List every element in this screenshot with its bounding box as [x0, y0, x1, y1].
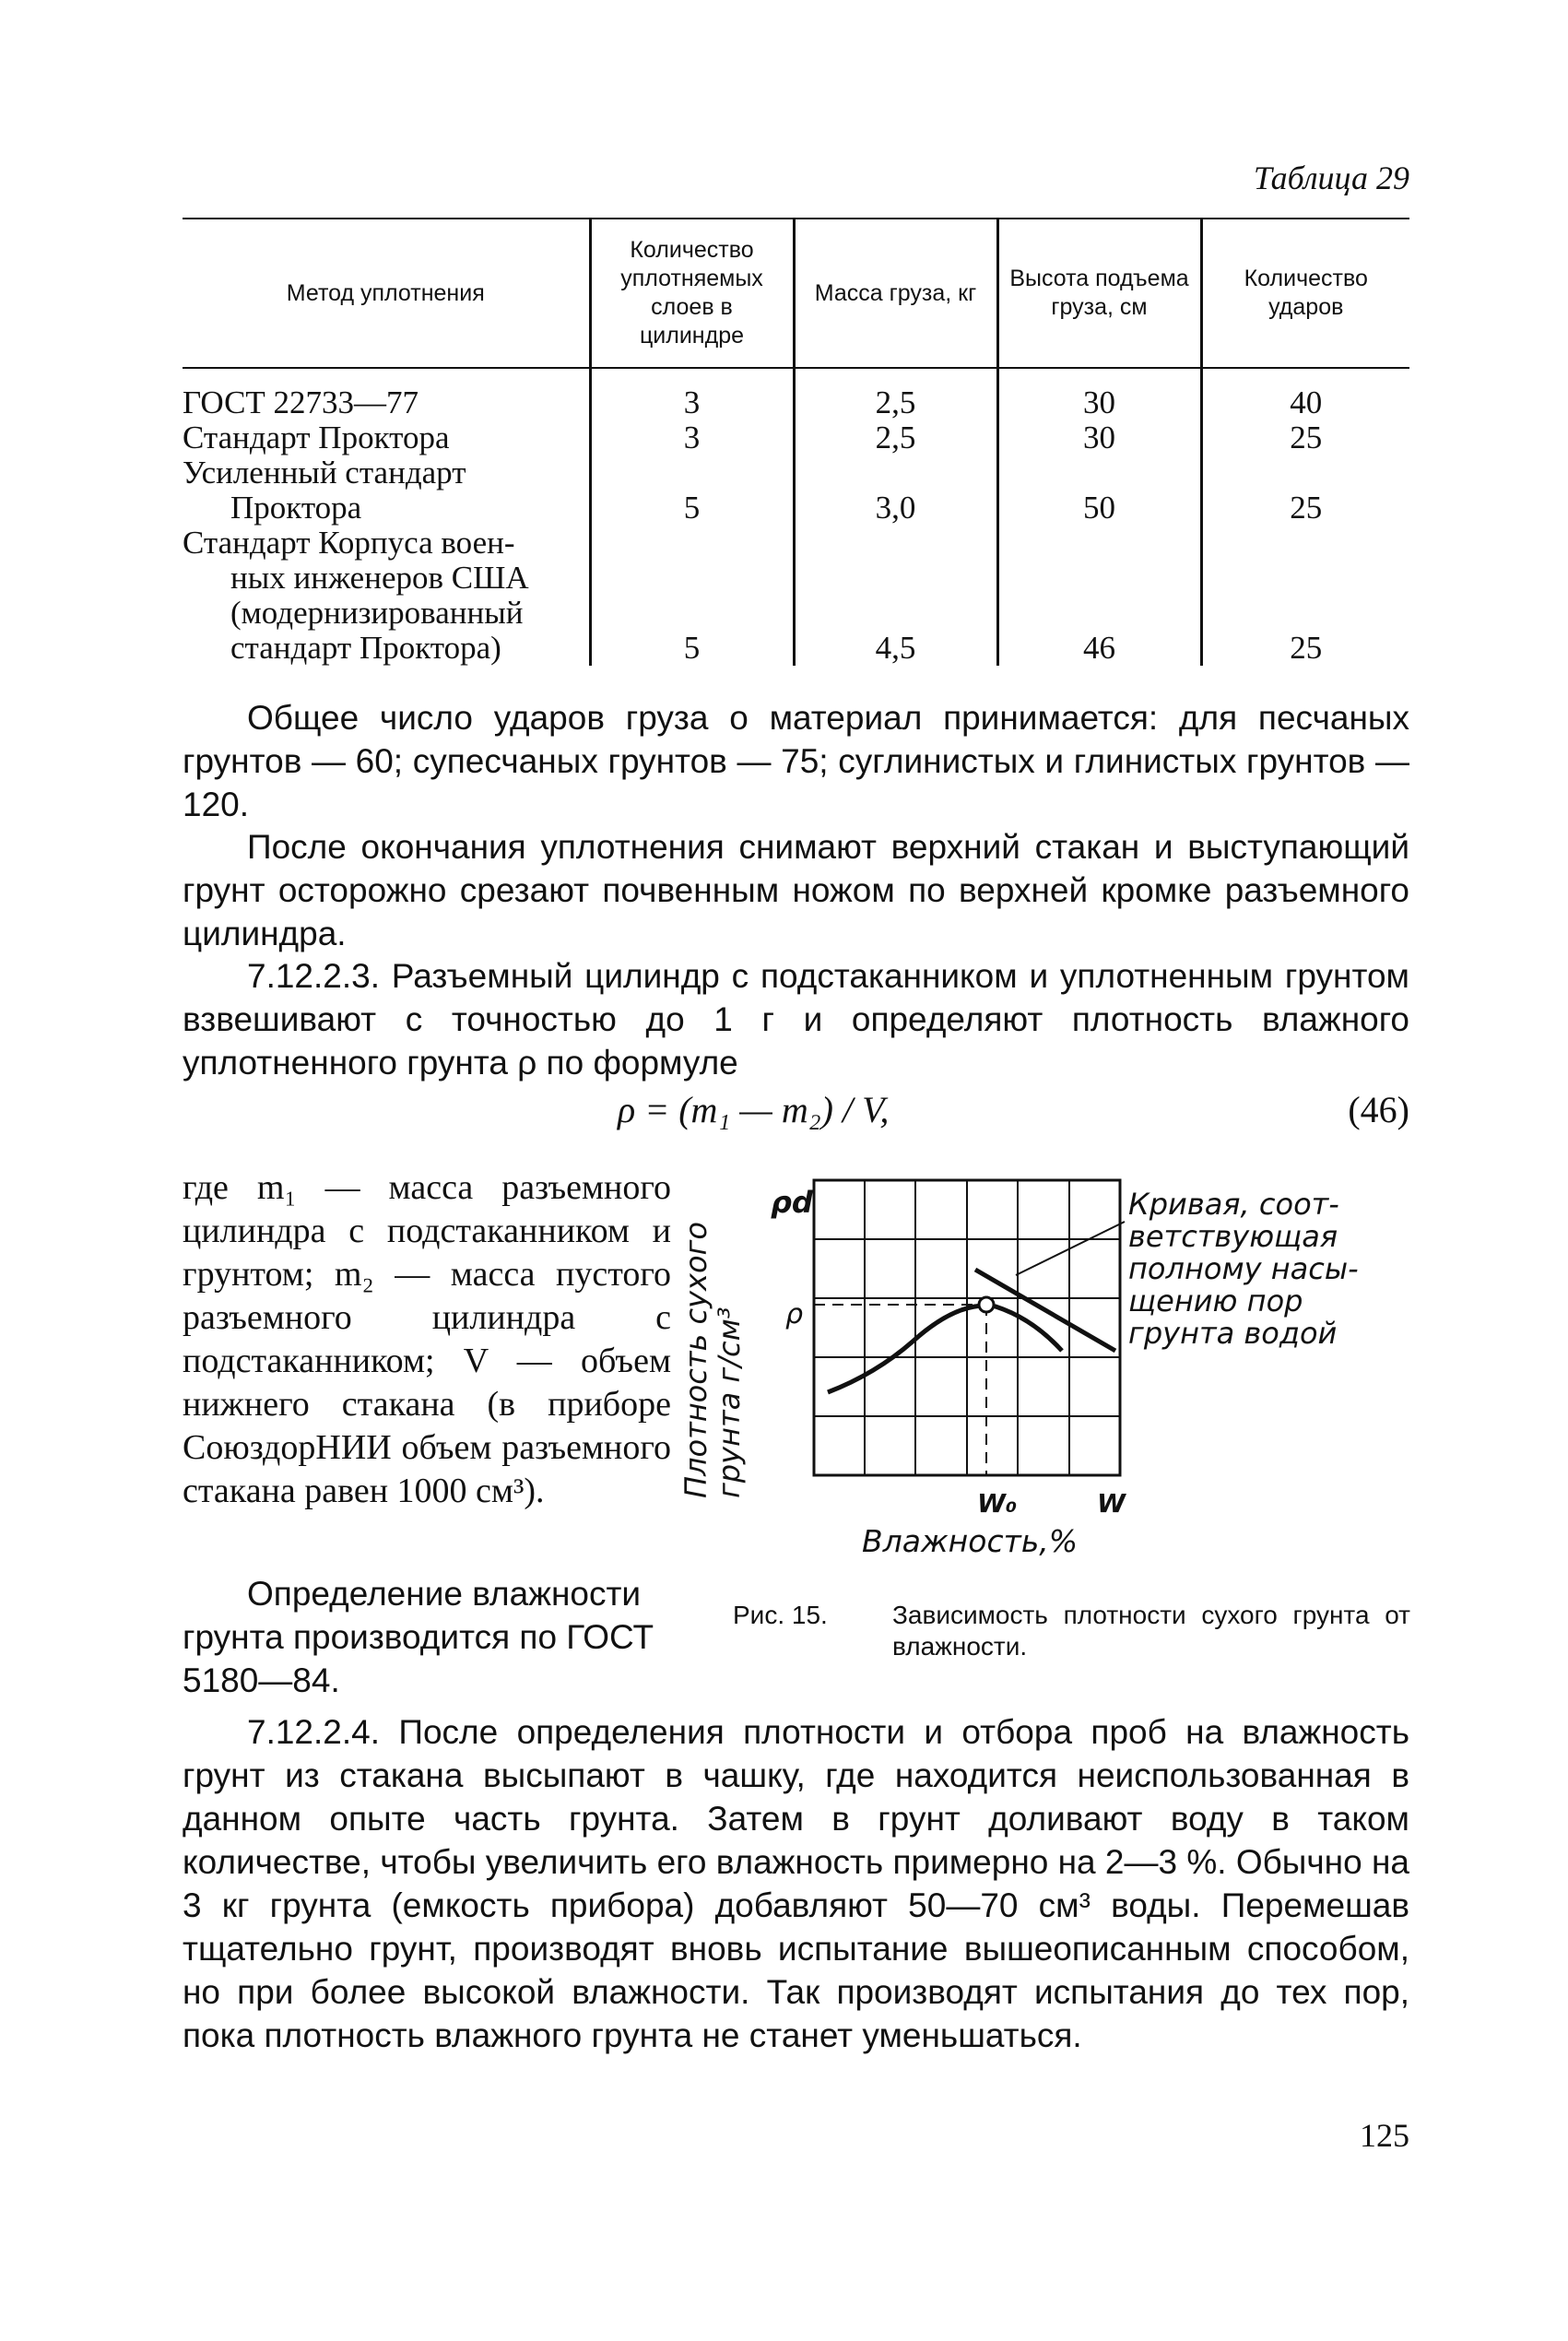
row-layers: 5 [590, 455, 794, 526]
row-height: 50 [997, 455, 1201, 526]
table-caption: Таблица 29 [1253, 160, 1409, 196]
method-line: Стандарт Корпуса воен- [183, 525, 515, 561]
row-method: Стандарт Проктора [183, 420, 450, 455]
method-line: стандарт Проктора) [230, 630, 501, 666]
paragraph-7-12-2-4: 7.12.2.4. После определения плотности и отбора проб на влажность грунт из стакана высыпают в чашку, где находится неиспользованная в данном опыте часть грунта. Затем в грунт доливают воду в таком количестве, чтобы увеличить его влажность примерно на 2—3 %. Обычно на 3 кг грунта (емкость прибора) добавляют 50—70 см³ воды. Перемешав тщательно грунт, производят вновь испытание вышеописанным способом, но при более высокой влажности. Так производят испытания до тех пор, пока плотность влажного грунта не станет уменьшаться. [183, 1713, 1409, 2054]
figure-caption-text: Зависимость плотности сухого грунта от влажности. [892, 1601, 1410, 1661]
row-layers: 5 [590, 526, 794, 666]
row-method [183, 526, 590, 666]
annotation-line: щению пор [1128, 1283, 1303, 1318]
x-tick-w0: W₀ [977, 1488, 1018, 1519]
header-blows: Количество ударов [1201, 219, 1409, 368]
header-mass: Масса груза, кг [794, 219, 997, 368]
row-mass: 2,5 [794, 385, 997, 420]
row-height: 30 [997, 420, 1201, 455]
paragraph-after-compaction: После окончания уплотнения снимают верхний стакан и выступающий грунт осторожно срезают почвенным ножом по верхней кромке разъемного цилиндра. [183, 828, 1409, 952]
x-axis-label: Влажность,% [862, 1523, 1079, 1559]
formula-where-text: где m₁ — масса разъемного цилиндра с подстаканником и грунтом; m₂ — масса пустого разъемного цилиндра с подстаканником; V — объем нижнего стакана (в приборе СоюздорНИИ объем разъемного стакана равен 1000 см³). [183, 1168, 671, 1510]
y-axis-label-units: грунта г/см³ [712, 1306, 747, 1498]
figure-caption-number: Рис. 15. [733, 1601, 828, 1629]
table-row [183, 420, 1409, 455]
figure-density-vs-moisture [678, 1157, 1410, 1590]
y-axis-label: Плотность сухого [678, 1222, 713, 1498]
annotation-line: ветствующая [1128, 1219, 1338, 1254]
method-line: ных инженеров США [230, 560, 529, 596]
table-row [183, 385, 1409, 420]
header-method: Метод уплотнения [183, 219, 590, 368]
row-height: 46 [997, 526, 1201, 666]
max-density-point [979, 1297, 994, 1312]
row-layers: 3 [590, 385, 794, 420]
header-height: Высота подъема груза, см [997, 219, 1201, 368]
compaction-methods-table [183, 218, 1409, 666]
y-symbol: ρd [771, 1185, 813, 1220]
paragraph-blow-count: Общее число ударов груза о материал принимается: для песчаных грунтов — 60; супесчаных грунтов — 75; суглинистых и глинистых грунтов — 120. [183, 699, 1409, 823]
compaction-curve [828, 1306, 1062, 1392]
paragraph-7-12-2-3: 7.12.2.3. Разъемный цилиндр с подстаканником и уплотненным грунтом взвешивают с точностью до 1 г и определяют плотность влажного уплотненного грунта ρ по формуле [183, 957, 1409, 1082]
table-header-row [183, 219, 1409, 368]
header-layers: Количество уплотняемых слоев в цилиндре [590, 219, 794, 368]
density-formula: ρ = (m₁ — m₂) / V, [618, 1089, 890, 1130]
table-row [183, 526, 1409, 666]
curve-annotation [1128, 1187, 1359, 1351]
row-mass: 3,0 [794, 455, 997, 526]
formula-number: (46) [1348, 1089, 1409, 1130]
method-line: (модернизированный [230, 595, 524, 631]
page-number: 125 [1360, 2117, 1409, 2154]
row-blows: 40 [1201, 385, 1409, 420]
row-blows: 25 [1201, 455, 1409, 526]
method-line: Усиленный стандарт [183, 455, 466, 491]
annotation-line: Кривая, соот- [1128, 1187, 1339, 1222]
annotation-line: полному насы- [1128, 1251, 1359, 1286]
row-blows: 25 [1201, 526, 1409, 666]
row-mass: 2,5 [794, 420, 997, 455]
row-layers: 3 [590, 420, 794, 455]
x-tick-w: W [1097, 1488, 1126, 1519]
y-marker: ρ [785, 1298, 804, 1330]
figure-chart-svg [678, 1157, 1410, 1590]
row-height: 30 [997, 385, 1201, 420]
annotation-line: грунта водой [1128, 1316, 1338, 1351]
row-mass: 4,5 [794, 526, 997, 666]
saturation-line [975, 1270, 1115, 1351]
row-method: ГОСТ 22733—77 [183, 384, 419, 420]
row-blows: 25 [1201, 420, 1409, 455]
paragraph-humidity: Определение влажности грунта производится по ГОСТ 5180—84. [183, 1575, 654, 1699]
table-row [183, 455, 1409, 526]
row-method [183, 455, 590, 526]
method-line: Проктора [230, 490, 362, 526]
